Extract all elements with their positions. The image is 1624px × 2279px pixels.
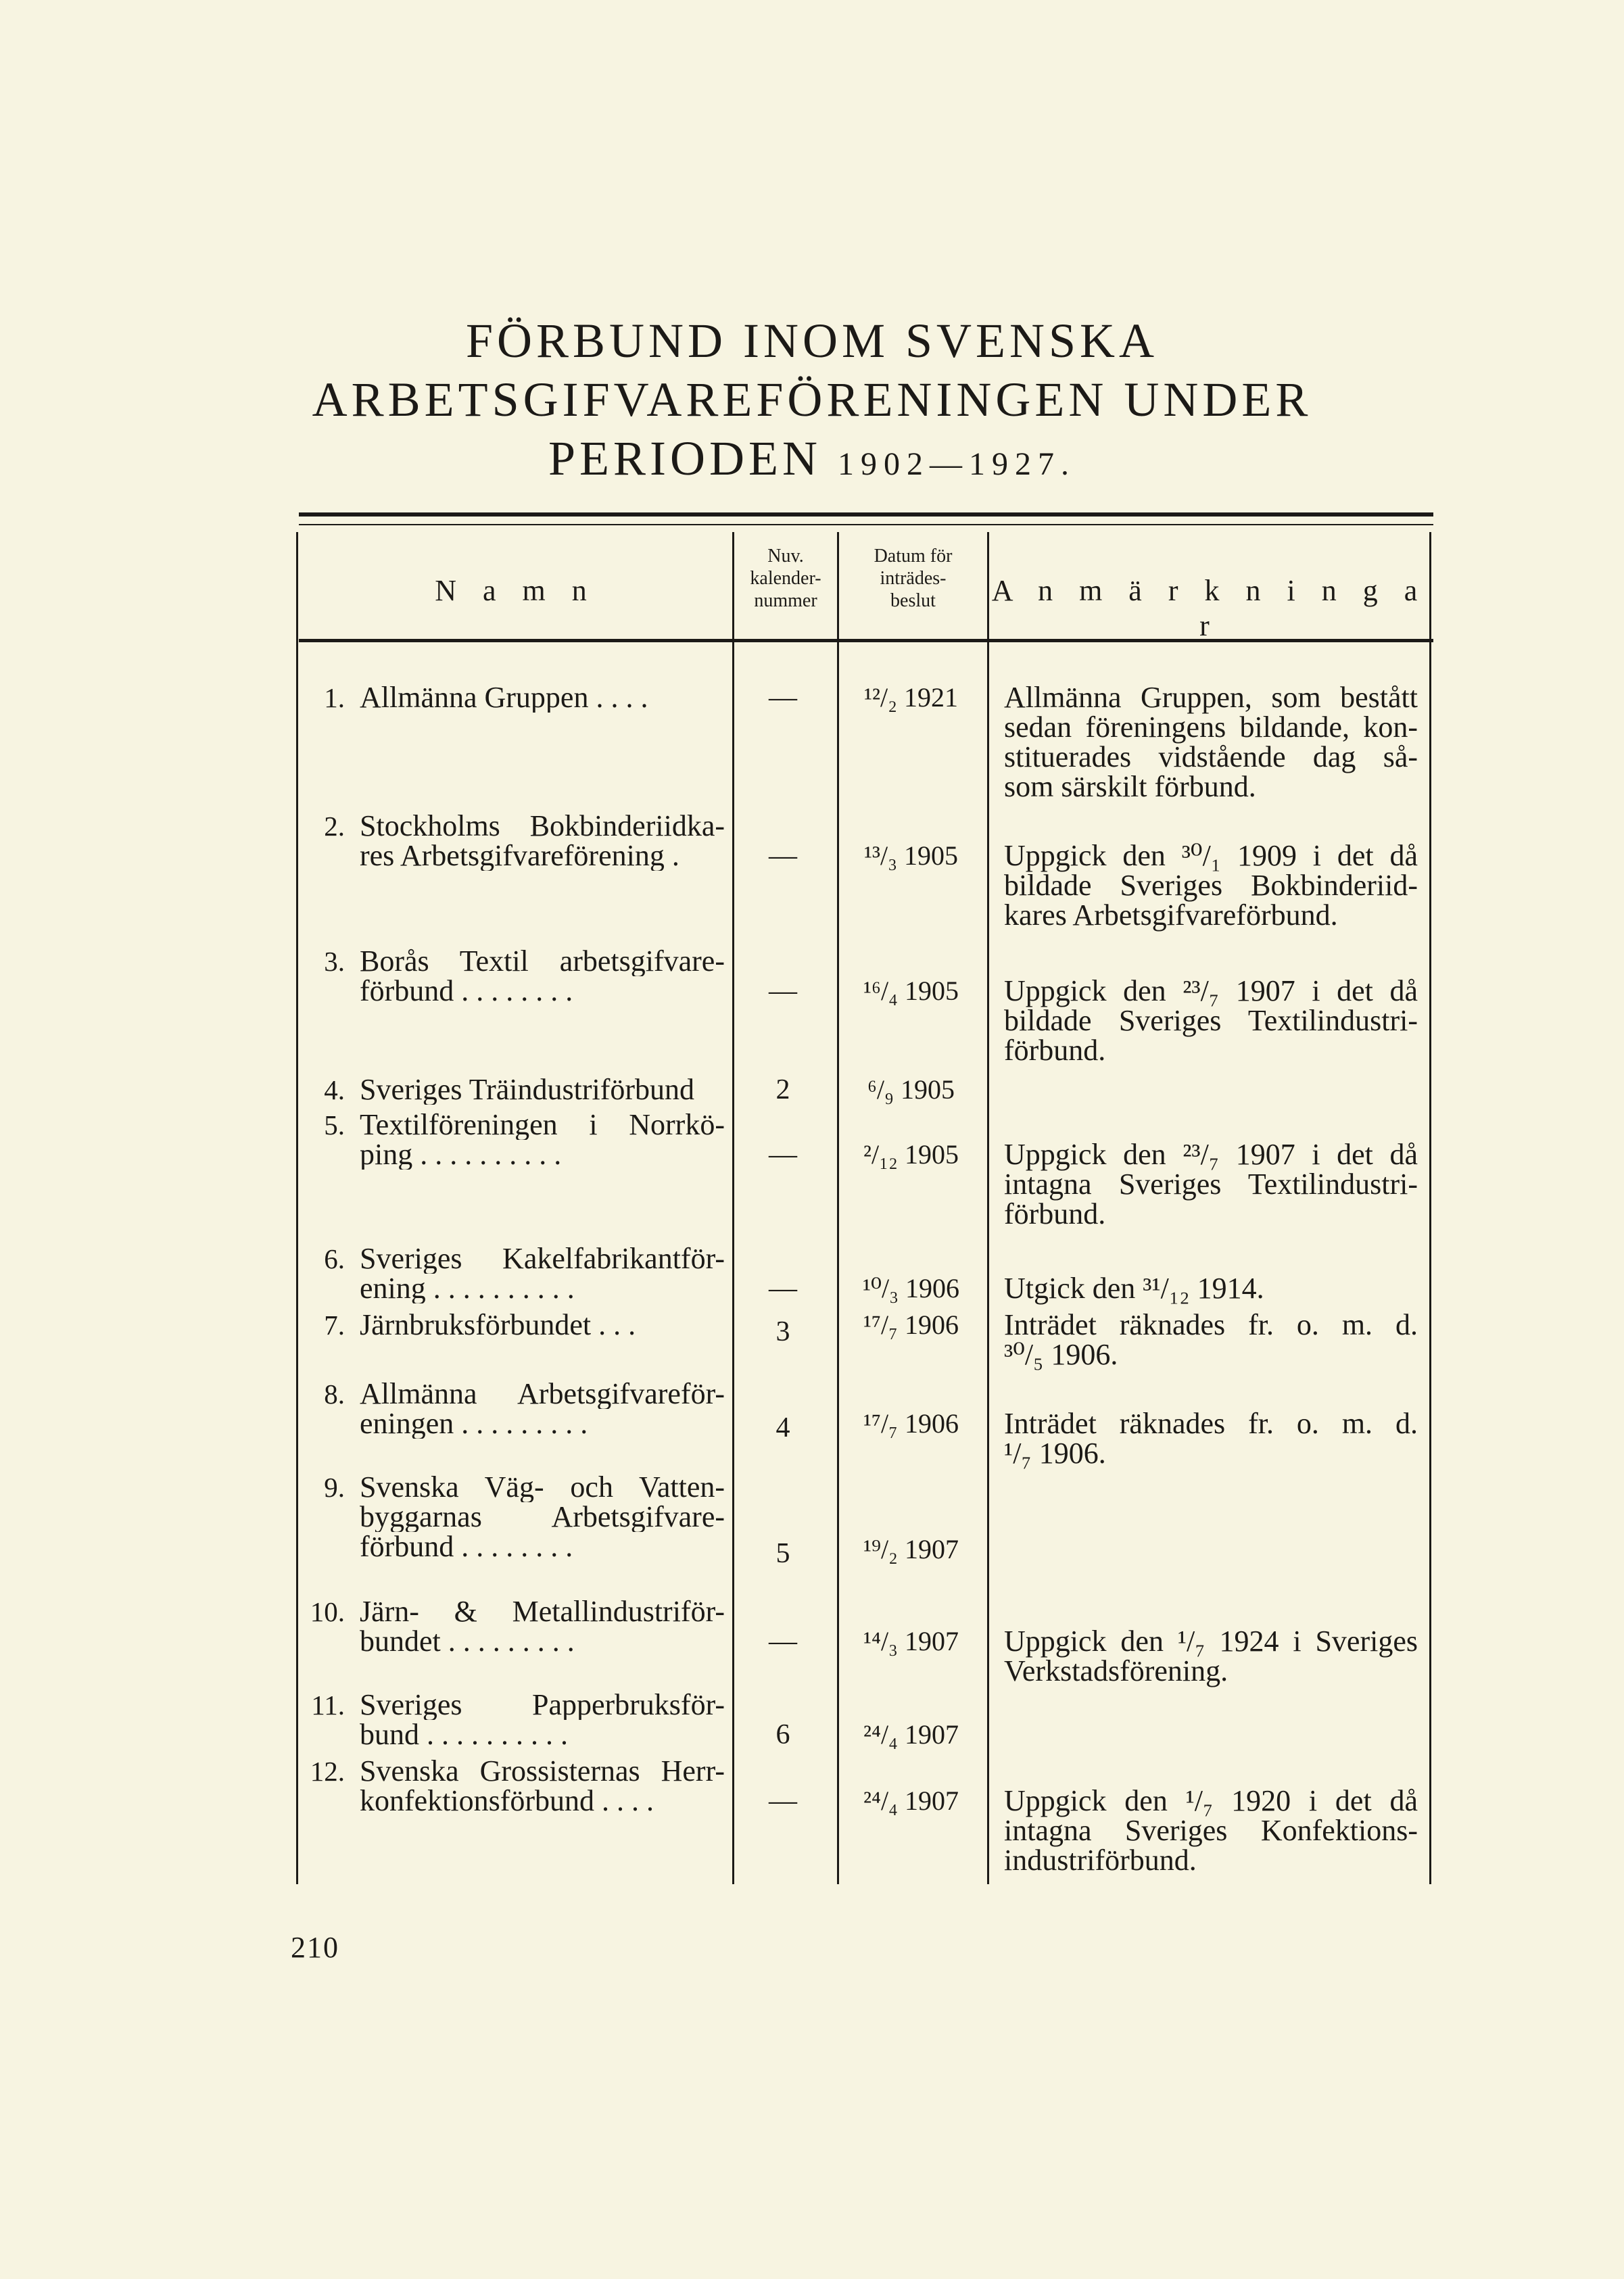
header-datum-line-1: Datum för bbox=[874, 546, 953, 567]
row-name bbox=[360, 1690, 725, 1750]
row-number: 3. bbox=[324, 946, 345, 977]
row-name-line: eningen . . . . . . . . . bbox=[360, 1409, 588, 1439]
row-date: ¹²/₂ 1921 bbox=[863, 682, 959, 713]
row-name-line: förbund . . . . . . . . bbox=[360, 1532, 573, 1562]
row-name-line: res Arbetsgifvareförening . bbox=[360, 841, 679, 871]
row-name-line: Sveriges Papperbruksför- bbox=[360, 1690, 725, 1720]
row-note-line: Utgick den ³¹/₁₂ 1914. bbox=[1004, 1272, 1264, 1305]
column-divider-1 bbox=[732, 532, 734, 1884]
row-note-line: Uppgick den ¹/₇ 1924 i Sveriges bbox=[1004, 1625, 1418, 1658]
row-name bbox=[360, 1310, 725, 1340]
header-kalender-line-3: nummer bbox=[754, 590, 817, 612]
row-name-line: förbund . . . . . . . . bbox=[360, 976, 573, 1006]
row-note-line: Inträdet räknades fr. o. m. d. bbox=[1004, 1308, 1418, 1341]
title-period-word: PERIODEN bbox=[548, 431, 821, 485]
header-name: N a m n bbox=[435, 574, 596, 607]
row-date: ¹⁰/₃ 1906 bbox=[862, 1273, 960, 1303]
table-top-rule-thin bbox=[299, 524, 1433, 525]
row-note-line: Verkstadsförening. bbox=[1004, 1654, 1228, 1687]
row-note-line: industriförbund. bbox=[1004, 1844, 1197, 1877]
row-number: 11. bbox=[311, 1689, 345, 1721]
row-name-line: Stockholms Bokbinderiidka- bbox=[360, 811, 725, 841]
page-number: 210 bbox=[291, 1931, 339, 1964]
row-name-line: Allmänna Arbetsgifvareför- bbox=[360, 1379, 725, 1409]
row-kalender: — bbox=[769, 1139, 797, 1170]
row-date: ²⁴/₄ 1907 bbox=[863, 1785, 959, 1816]
row-note bbox=[1004, 1274, 1418, 1303]
row-note-line: ³⁰/₅ 1906. bbox=[1004, 1338, 1118, 1371]
row-number: 7. bbox=[324, 1310, 345, 1341]
row-date: ⁶/₉ 1905 bbox=[867, 1074, 955, 1105]
row-date: ¹⁷/₇ 1906 bbox=[863, 1310, 959, 1340]
row-note-line: ¹/₇ 1906. bbox=[1004, 1437, 1106, 1470]
row-note-line: bildade Sveriges Bokbinderiid- bbox=[1004, 869, 1418, 902]
row-kalender: — bbox=[769, 1273, 797, 1304]
title-line-2: ARBETSGIFVAREFÖRENINGEN UNDER bbox=[312, 373, 1312, 427]
row-name bbox=[360, 683, 725, 713]
row-name bbox=[360, 1756, 725, 1816]
row-note-line: Uppgick den ²³/₇ 1907 i det då bbox=[1004, 974, 1418, 1007]
row-name-line: Svenska Väg- och Vatten- bbox=[360, 1472, 725, 1502]
row-note-line: som särskilt förbund. bbox=[1004, 770, 1256, 803]
row-note bbox=[1004, 1140, 1418, 1229]
header-kalender bbox=[734, 545, 837, 612]
row-name bbox=[360, 1244, 725, 1303]
row-name-line: bundet . . . . . . . . . bbox=[360, 1627, 575, 1656]
row-name bbox=[360, 811, 725, 871]
row-name-line: konfektionsförbund . . . . bbox=[360, 1786, 654, 1816]
row-kalender: 6 bbox=[775, 1719, 790, 1750]
row-note-line: kares Arbetsgifvareförbund. bbox=[1004, 898, 1338, 932]
row-note bbox=[1004, 683, 1418, 802]
row-note-line: förbund. bbox=[1004, 1197, 1106, 1230]
row-kalender: 3 bbox=[775, 1316, 790, 1347]
header-datum-line-2: inträdes- bbox=[880, 568, 947, 590]
row-name-line: byggarnas Arbetsgifvare- bbox=[360, 1502, 725, 1532]
row-name-line: Sveriges Kakelfabrikantför- bbox=[360, 1244, 725, 1274]
row-note-line: intagna Sveriges Konfektions- bbox=[1004, 1814, 1418, 1847]
row-number: 8. bbox=[324, 1378, 345, 1410]
row-name bbox=[360, 1110, 725, 1170]
row-name bbox=[360, 1075, 725, 1105]
row-date: ²/₁₂ 1905 bbox=[863, 1139, 959, 1170]
header-kalender-line-2: kalender- bbox=[750, 568, 821, 590]
row-number: 10. bbox=[310, 1596, 345, 1627]
row-name-line: Järnbruksförbundet . . . bbox=[360, 1310, 636, 1340]
row-kalender: — bbox=[769, 840, 797, 871]
row-note-line: Uppgick den ¹/₇ 1920 i det då bbox=[1004, 1784, 1418, 1817]
row-kalender: 5 bbox=[775, 1538, 790, 1569]
row-name bbox=[360, 1472, 725, 1562]
header-datum bbox=[839, 545, 987, 612]
row-name-line: Järn- & Metallindustriför- bbox=[360, 1597, 725, 1627]
table-top-rule-thick bbox=[299, 512, 1433, 517]
row-kalender: — bbox=[769, 682, 797, 713]
header-datum-line-3: beslut bbox=[890, 590, 936, 612]
row-note-line: bildade Sveriges Textilindustri- bbox=[1004, 1004, 1418, 1037]
title-line-1: FÖRBUND INOM SVENSKA bbox=[465, 314, 1159, 368]
row-date: ¹⁹/₂ 1907 bbox=[863, 1534, 959, 1564]
row-kalender: 2 bbox=[775, 1074, 790, 1105]
header-kalender-line-1: Nuv. bbox=[767, 546, 804, 567]
column-divider-2 bbox=[837, 532, 839, 1884]
title-years: 1902—1927. bbox=[838, 446, 1076, 482]
row-number: 4. bbox=[324, 1074, 345, 1105]
row-name-line: Allmänna Gruppen . . . . bbox=[360, 683, 648, 713]
row-name-line: Svenska Grossisternas Herr- bbox=[360, 1756, 725, 1786]
row-date: ¹⁶/₄ 1905 bbox=[863, 976, 959, 1006]
row-kalender: — bbox=[769, 976, 797, 1007]
row-date: ²⁴/₄ 1907 bbox=[863, 1719, 959, 1750]
row-name bbox=[360, 946, 725, 1006]
row-note-line: Uppgick den ²³/₇ 1907 i det då bbox=[1004, 1138, 1418, 1171]
row-number: 6. bbox=[324, 1243, 345, 1274]
row-number: 5. bbox=[324, 1109, 345, 1141]
title-line-3 bbox=[0, 431, 1624, 485]
row-note-line: förbund. bbox=[1004, 1034, 1106, 1067]
table-right-border bbox=[1429, 532, 1431, 1884]
row-name-line: ening . . . . . . . . . . bbox=[360, 1274, 575, 1303]
row-name-line: bund . . . . . . . . . . bbox=[360, 1720, 568, 1750]
row-note-line: stituerades vidstående dag så- bbox=[1004, 740, 1418, 773]
row-name bbox=[360, 1597, 725, 1656]
column-divider-3 bbox=[987, 532, 989, 1884]
row-name-line: Sveriges Träindustriförbund bbox=[360, 1075, 694, 1105]
table-left-border bbox=[296, 532, 298, 1884]
row-note-line: Inträdet räknades fr. o. m. d. bbox=[1004, 1407, 1418, 1440]
row-date: ¹³/₃ 1905 bbox=[863, 840, 959, 871]
row-note-line: Uppgick den ³⁰/₁ 1909 i det då bbox=[1004, 839, 1418, 872]
row-note bbox=[1004, 1310, 1418, 1370]
row-note-line: Allmänna Gruppen, som bestått bbox=[1004, 681, 1418, 714]
row-note bbox=[1004, 1627, 1418, 1686]
row-note bbox=[1004, 841, 1418, 930]
row-number: 1. bbox=[324, 682, 345, 713]
row-note bbox=[1004, 1786, 1418, 1875]
row-note bbox=[1004, 1409, 1418, 1468]
row-name-line: ping . . . . . . . . . . bbox=[360, 1140, 562, 1170]
row-note-line: sedan föreningens bildande, kon- bbox=[1004, 711, 1418, 744]
row-number: 2. bbox=[324, 811, 345, 842]
row-name bbox=[360, 1379, 725, 1439]
row-kalender: — bbox=[769, 1785, 797, 1817]
row-kalender: 4 bbox=[775, 1412, 790, 1443]
row-name-line: Textilföreningen i Norrkö- bbox=[360, 1110, 725, 1140]
row-number: 12. bbox=[310, 1756, 345, 1787]
row-number: 9. bbox=[324, 1472, 345, 1503]
row-date: ¹⁴/₃ 1907 bbox=[863, 1626, 959, 1656]
row-note-line: intagna Sveriges Textilindustri- bbox=[1004, 1168, 1418, 1201]
row-name-line: Borås Textil arbetsgifvare- bbox=[360, 946, 725, 976]
row-date: ¹⁷/₇ 1906 bbox=[863, 1408, 959, 1439]
header-anmarkningar: A n m ä r k n i n g a r bbox=[991, 574, 1427, 642]
row-note bbox=[1004, 976, 1418, 1065]
row-kalender: — bbox=[769, 1626, 797, 1657]
